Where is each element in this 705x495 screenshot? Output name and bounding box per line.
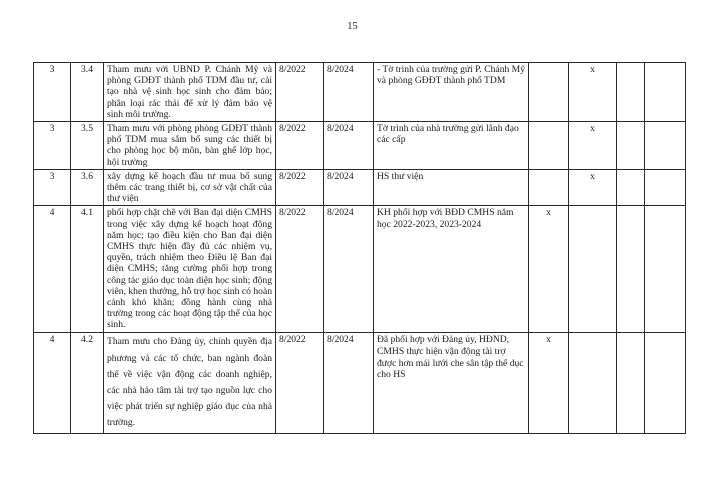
page-number: 15 [347, 21, 358, 32]
mark-cell [569, 206, 617, 333]
table-row [34, 63, 686, 122]
end-date-cell: 8/2024 [324, 122, 374, 170]
mark-cell: x [529, 206, 569, 333]
table-row [34, 333, 686, 433]
group-cell: 3 [34, 122, 71, 170]
evidence-cell: Đã phối hợp với Đảng ủy, HĐND, CMHS thực hiện vận động tài trợ được hơn mái lưới che sân tập thể dục cho HS [374, 333, 529, 433]
evidence-cell: KH phối hợp với BĐD CMHS năm học 2022-2023, 2023-2024 [374, 206, 529, 333]
mark-cell [617, 206, 645, 333]
table-row [34, 169, 686, 206]
task-cell: xây dựng kế hoạch đầu tư mua bổ sung thêm các trang thiết bị, cơ sở vật chất của thư viện [104, 169, 276, 206]
mark-cell [617, 63, 645, 122]
mark-cell [529, 63, 569, 122]
end-date-cell: 8/2024 [324, 169, 374, 206]
mark-cell [569, 333, 617, 433]
mark-cell [645, 206, 686, 333]
task-cell: Tham mưu với phòng phòng GDĐT thành phố TDM mua sắm bổ sung các thiết bị cho phòng học bộ môn, bàn ghế lớp học, hội trường [104, 122, 276, 170]
item-cell: 3.5 [71, 122, 104, 170]
start-date-cell: 8/2022 [276, 169, 324, 206]
mark-cell: x [569, 63, 617, 122]
item-cell: 3.6 [71, 169, 104, 206]
item-cell: 4.2 [71, 333, 104, 433]
mark-cell [617, 169, 645, 206]
mark-cell [617, 122, 645, 170]
evidence-cell: Tờ trình của nhà trường gửi lãnh đạo các cấp [374, 122, 529, 170]
mark-cell [645, 169, 686, 206]
mark-cell: x [569, 169, 617, 206]
group-cell: 4 [34, 333, 71, 433]
end-date-cell: 8/2024 [324, 206, 374, 333]
task-cell: Tham mưu cho Đảng ủy, chính quyền địa phương và các tổ chức, ban ngành đoàn thể về việc vận động các doanh nghiệp, các nhà hảo tâm tài trợ tạo nguồn lực cho việc phát triển sự nghiệp giáo dục của nhà trường. [104, 333, 276, 433]
start-date-cell: 8/2022 [276, 206, 324, 333]
task-cell: Tham mưu với UBND P. Chánh Mỹ và phòng GDĐT thành phố TDM đầu tư, cải tạo nhà vệ sinh học sinh cho đảm bảo; phân loại rác thải để xử lý đảm bảo vệ sinh môi trường. [104, 63, 276, 122]
group-cell: 3 [34, 169, 71, 206]
mark-cell: x [529, 333, 569, 433]
end-date-cell: 8/2024 [324, 63, 374, 122]
group-cell: 4 [34, 206, 71, 333]
table-row [34, 122, 686, 170]
mark-cell [529, 122, 569, 170]
mark-cell [617, 333, 645, 433]
item-cell: 3.4 [71, 63, 104, 122]
start-date-cell: 8/2022 [276, 122, 324, 170]
plan-table [33, 62, 686, 434]
mark-cell [645, 63, 686, 122]
evidence-cell: - Tờ trình của trường gửi P. Chánh Mỹ và phòng GĐĐT thành phố TDM [374, 63, 529, 122]
table-row [34, 206, 686, 333]
start-date-cell: 8/2022 [276, 333, 324, 433]
start-date-cell: 8/2022 [276, 63, 324, 122]
evidence-cell: HS thư viện [374, 169, 529, 206]
task-cell: phối hợp chặt chẽ với Ban đại diện CMHS trong việc xây dựng kế hoạch hoạt động năm học; tạo điều kiện cho Ban đại diện CMHS thực hiện đầy đủ các nhiệm vụ, quyền, trách nhiệm theo Điều lệ Ban đại diện CMHS; tăng cường phối hợp trong công tác giáo dục toàn diện học sinh; động viên, khen thưởng, hỗ trợ học sinh có hoàn cảnh khó khăn; đồng hành cùng nhà trường trong các hoạt động tập thể của học sinh. [104, 206, 276, 333]
item-cell: 4.1 [71, 206, 104, 333]
mark-cell [529, 169, 569, 206]
mark-cell: x [569, 122, 617, 170]
mark-cell [645, 122, 686, 170]
mark-cell [645, 333, 686, 433]
group-cell: 3 [34, 63, 71, 122]
end-date-cell: 8/2024 [324, 333, 374, 433]
